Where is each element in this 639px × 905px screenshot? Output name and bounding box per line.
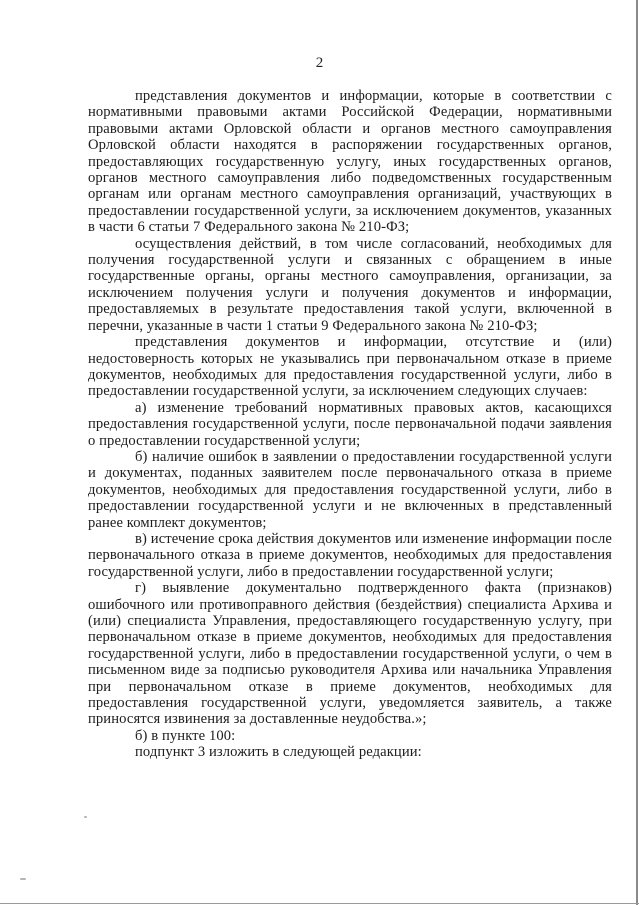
scan-edge-right xyxy=(636,0,638,905)
paragraph-documents-info: представления документов и информации, которые в соответствии с нормативными правовыми актами Российской Федерации, нормативными правовыми актами Орловской области и органов местного самоуправления Орловской области находятся в распоряжении государственных органов, предоставляющих государственную услугу, иных государственных органов, органов местного самоуправления либо подведомственных государственным органам или органам местного самоуправления организаций, участвующих в предоставлении государственной услуги, за исключением документов, указанных в части 6 статьи 7 Федерального закона № 210-ФЗ; xyxy=(88,88,612,236)
paragraph-missing-unreliable: представления документов и информации, отсутствие и (или) недостоверность которых не указывались при первоначальном отказе в приеме документов, необходимых для предоставления государственной услуги, либо в предоставлении государственной услуги, за исключением следующих случаев: xyxy=(88,334,612,400)
paragraph-point-100: б) в пункте 100: xyxy=(135,727,236,744)
scan-edge-bottom xyxy=(0,903,639,904)
paragraph-item-g: г) выявление документально подтвержденного факта (признаков) ошибочного или противоправного действия (бездействия) специалиста Архива и (или) специалиста Управления, предоставляющего государственную услугу, при первоначальном отказе в приеме документов, необходимых для предоставления государственной услуги, либо в предоставлении государственной услуги, о чем в письменном виде за подписью руководителя Архива или начальника Управления при первоначальном отказе в приеме документов, необходимых для предоставления государственной услуги, уведомляется заявитель, а также приносятся извинения за доставленные неудобства.»; xyxy=(88,580,612,728)
paragraph-item-a: а) изменение требований нормативных правовых актов, касающихся предоставления государственной услуги, после первоначальной подачи заявления о предоставлении государственной услуги; xyxy=(88,399,612,449)
paragraph-item-b: б) наличие ошибок в заявлении о предоставлении государственной услуги и документах, поданных заявителем после первоначального отказа в приеме документов, необходимых для предоставления государственной услуги, либо в предоставлении государственной услуги и не включенных в представленный ранее комплект документов; xyxy=(88,448,612,531)
scan-speck xyxy=(20,878,26,880)
page-number: 2 xyxy=(315,55,324,71)
document-body xyxy=(88,88,612,761)
paragraph-actions-approvals: осуществления действий, в том числе согласований, необходимых для получения государственной услуги и связанных с обращением в иные государственные органы, органы местного самоуправления, организации, за исключением получения услуги и получения документов и информации, предоставляемых в результате предоставления такой услуги, включенной в перечни, указанные в части 1 статьи 9 Федерального закона № 210-ФЗ; xyxy=(88,235,612,334)
paragraph-item-v: в) истечение срока действия документов или изменение информации после первоначального отказа в приеме документов, необходимых для предоставления государственной услуги, либо в предоставлении государственной услуги; xyxy=(88,530,612,580)
paragraph-subpoint-3: подпункт 3 изложить в следующей редакции: xyxy=(135,744,422,761)
scan-speck xyxy=(84,816,87,818)
